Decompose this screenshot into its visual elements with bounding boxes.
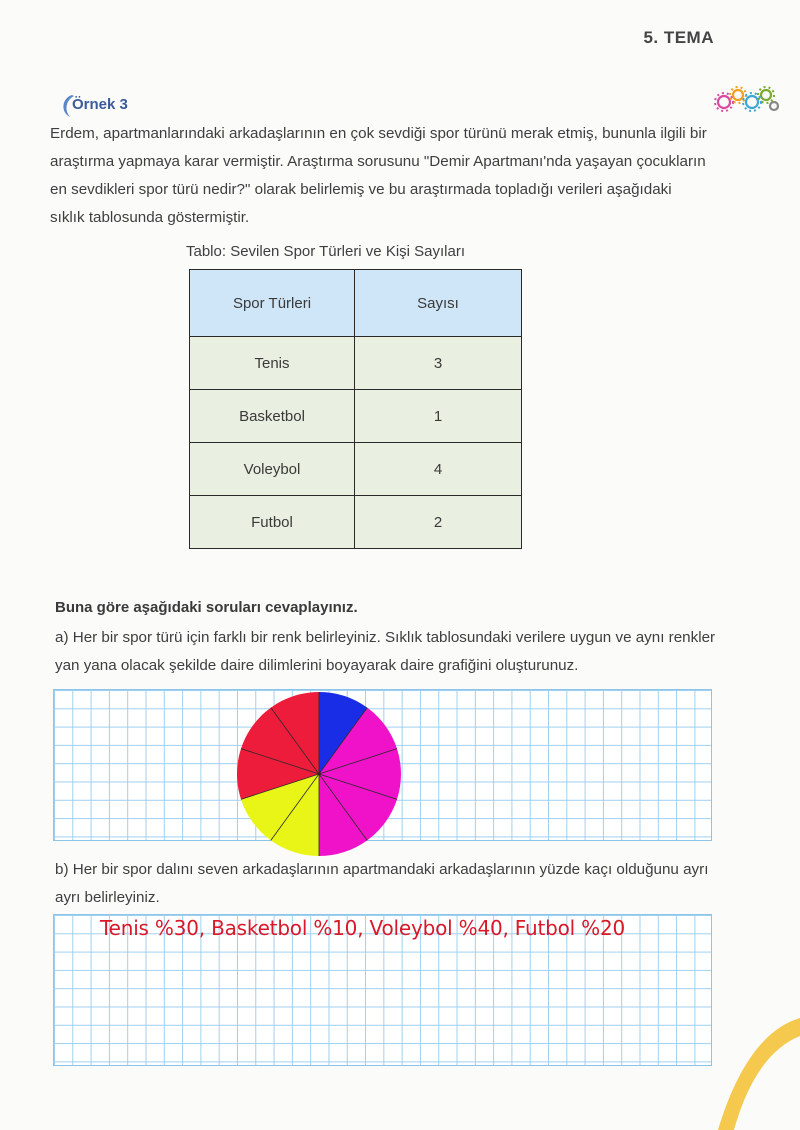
question-b: b) Her bir spor dalını seven arkadaşlarının apartmandaki arkadaşlarının yüzde kaçı olduğunu ayrı ayrı belirleyiniz. (55, 861, 709, 906)
table-row (190, 337, 522, 390)
cell-count: 3 (355, 337, 522, 390)
table-caption: Tablo: Sevilen Spor Türleri ve Kişi Sayıları (186, 243, 466, 260)
cell-count: 1 (355, 390, 522, 443)
intro-paragraph: Erdem, apartmanlarındaki arkadaşlarının en çok sevdiği spor türünü merak etmiş, bununla ilgili bir araştırma yapmaya karar vermiştir. Araştırma sorusunu "Demir Apartmanı'nda yaşayan çocukların en sevdikleri spor türü nedir?" olarak belirlemiş ve bu araştırmada topladığı verileri aşağıdaki sıklık tablosunda göstermiştir. (50, 125, 707, 226)
example-title: Örnek 3 (72, 96, 128, 113)
table-row (190, 496, 522, 549)
table-row (190, 443, 522, 496)
table-row (190, 390, 522, 443)
cell-sport: Tenis (190, 337, 355, 390)
cell-count: 2 (355, 496, 522, 549)
questions-heading: Buna göre aşağıdaki soruları cevaplayınız. (55, 599, 358, 616)
table-header-row (190, 270, 522, 337)
cell-sport: Futbol (190, 496, 355, 549)
question-a: a) Her bir spor türü için farklı bir renk belirleyiniz. Sıklık tablosundaki verilere uygun ve aynı renkler yan yana olacak şekilde daire dilimlerini boyayarak daire grafiğini oluşturunuz. (55, 629, 716, 674)
corner-swoosh-decoration (704, 1014, 800, 1130)
header-count: Sayısı (355, 270, 522, 337)
cell-sport: Basketbol (190, 390, 355, 443)
pie-chart (233, 688, 405, 860)
frequency-table (189, 269, 522, 549)
handwritten-answer: Tenis %30, Basketbol %10, Voleybol %40, Futbol %20 (100, 916, 626, 940)
header-sport-types: Spor Türleri (190, 270, 355, 337)
example-heading (58, 92, 178, 120)
cell-sport: Voleybol (190, 443, 355, 496)
theme-label: 5. TEMA (643, 28, 714, 47)
gears-icon (714, 82, 782, 118)
cell-count: 4 (355, 443, 522, 496)
